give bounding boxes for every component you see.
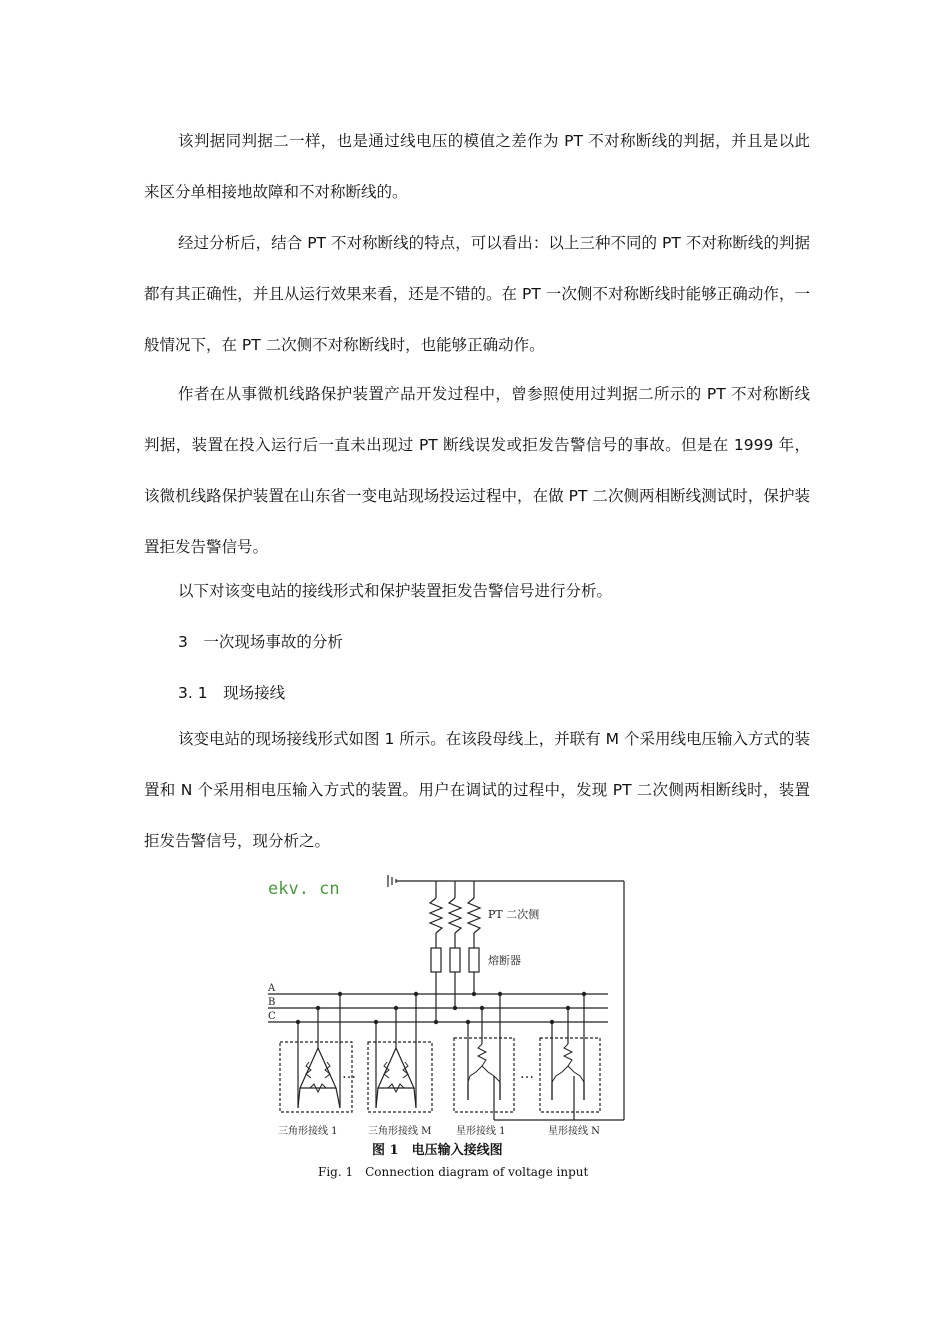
- figure-caption-en: Fig. 1 Connection diagram of voltage input: [318, 1165, 589, 1179]
- paragraph-1: 该判据同判据二一样，也是通过线电压的模值之差作为 PT 不对称断线的判据，并且是以此来区分单相接地故障和不对称断线的。: [144, 132, 810, 201]
- bus-b-label: B: [268, 997, 276, 1008]
- device-delta-1: [280, 994, 352, 1112]
- paragraph-4: 以下对该变电站的接线形式和保护装置拒发告警信号进行分析。: [178, 582, 613, 600]
- device-label-delta-m: 三角形接线 M: [368, 1126, 432, 1137]
- bus-c-label: C: [268, 1011, 276, 1022]
- fuse-label: 熔断器: [488, 954, 521, 967]
- ground-icon: [388, 875, 396, 887]
- watermark-text: ekv. cn: [268, 879, 340, 899]
- wiring-diagram: [262, 870, 634, 1190]
- device-label-star-n: 星形接线 N: [548, 1126, 600, 1137]
- ellipsis-2: …: [520, 1066, 534, 1082]
- figure-1: [262, 870, 634, 1190]
- section-heading-3-1: 3. 1 现场接线: [178, 684, 286, 702]
- ellipsis-1: …: [342, 1066, 356, 1082]
- section-heading-3: 3 一次现场事故的分析: [178, 633, 343, 651]
- device-delta-m: [368, 994, 432, 1112]
- device-label-delta-1: 三角形接线 1: [278, 1126, 338, 1137]
- device-label-star-1: 星形接线 1: [456, 1126, 506, 1137]
- bus-a-label: A: [268, 983, 276, 994]
- device-star-n: [540, 994, 600, 1112]
- paragraph-5: 该变电站的现场接线形式如图 1 所示。在该段母线上，并联有 M 个采用线电压输入方式的装置和 N 个采用相电压输入方式的装置。用户在调试的过程中，发现 PT 二次侧两相断线时，装置拒发告警信号，现分析之。: [144, 730, 810, 850]
- paragraph-2: 经过分析后，结合 PT 不对称断线的特点，可以看出：以上三种不同的 PT 不对称断线的判据都有其正确性，并且从运行效果来看，还是不错的。在 PT 一次侧不对称断线时能够正确动作，一般情况下，在 PT 二次侧不对称断线时，也能够正确动作。: [144, 234, 810, 354]
- device-star-1: [454, 994, 514, 1112]
- fuses: [431, 948, 479, 972]
- figure-caption-cn: 图 1 电压输入接线图: [372, 1143, 503, 1158]
- pt-secondary-windings: [430, 898, 480, 933]
- pt-label: PT 二次侧: [488, 908, 540, 921]
- paragraph-3: 作者在从事微机线路保护装置产品开发过程中，曾参照使用过判据二所示的 PT 不对称断线判据，装置在投入运行后一直未出现过 PT 断线误发或拒发告警信号的事故。但是在 1999 年，该微机线路保护装置在山东省一变电站现场投运过程中，在做 PT 二次侧两相断线测试时，保护装置拒发告警信号。: [144, 385, 810, 556]
